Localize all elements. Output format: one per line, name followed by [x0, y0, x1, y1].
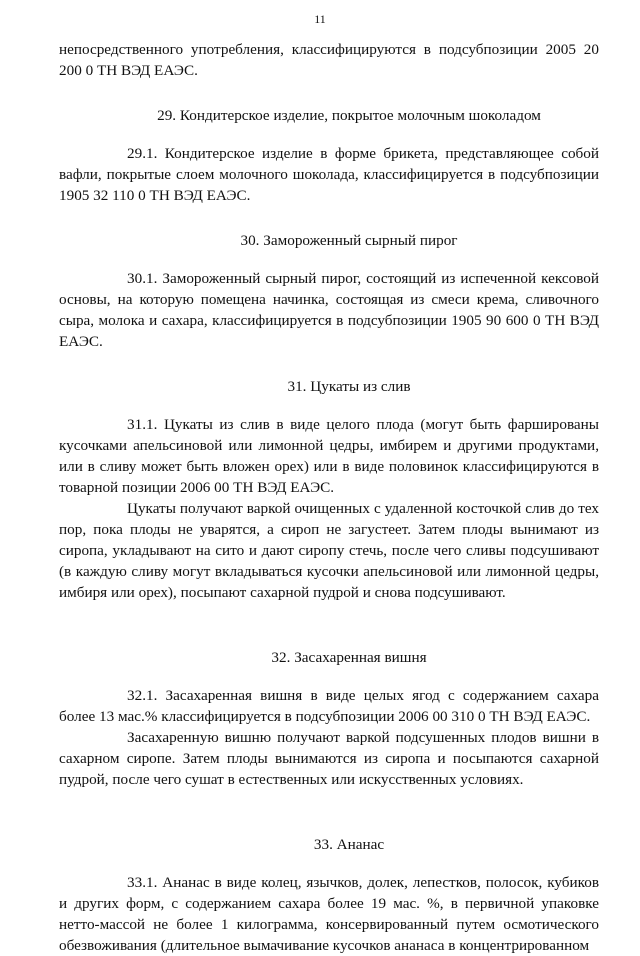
- section-heading-33: 33. Ананас: [313, 836, 385, 853]
- paragraph-29-1: 29.1. Кондитерское изделие в форме брикета, представляющее собой вафли, покрытые слоем молочного шоколада, классифицируется в подсубпозиции 1905 32 110 0 ТН ВЭД ЕАЭС.: [59, 145, 599, 204]
- paragraph-33-1: 33.1. Ананас в виде колец, язычков, долек, лепестков, полосок, кубиков и других форм, с содержанием сахара более 19 мас. %, в первичной упаковке нетто-массой не более 1 килограмма, консервированный путем осмотического обезвоживания (длительное вымачивание кусочков ананаса в концентрированном: [59, 874, 599, 954]
- page-number: 11: [314, 12, 326, 26]
- paragraph-32-1: 32.1. Засахаренная вишня в виде целых ягод с содержанием сахара более 13 мас.% классифицируется в подсубпозиции 2006 00 310 0 ТН ВЭД ЕАЭС.: [59, 687, 599, 725]
- document-body: [59, 39, 599, 956]
- paragraph-30-1: 30.1. Замороженный сырный пирог, состоящий из испеченной кексовой основы, на которую помещена начинка, состоящая из смеси крема, сливочного сыра, молока и сахара, классифицируется в подсубпозиции 1905 90 600 0 ТН ВЭД ЕАЭС.: [59, 270, 599, 350]
- intro-paragraph: непосредственного употребления, классифицируются в подсубпозиции 2005 20 200 0 ТН ВЭД ЕАЭС.: [59, 41, 599, 79]
- section-heading-32: 32. Засахаренная вишня: [271, 649, 427, 666]
- paragraph-31-2: Цукаты получают варкой очищенных с удаленной косточкой слив до тех пор, пока плоды не уварятся, а сироп не загустеет. Затем плоды вынимают из сиропа, укладывают на сито и дают сиропу стечь, после чего сливы подсушивают (в каждую сливу могут вкладываться кусочки апельсиновой или лимонной цедры, имбиря или орех), посыпают сахарной пудрой и снова подсушивают.: [59, 500, 599, 601]
- paragraph-32-2: Засахаренную вишню получают варкой подсушенных плодов вишни в сахарном сиропе. Затем плоды вынимаются из сиропа и посыпаются сахарной пудрой, после чего сушат в естественных или искусственных условиях.: [59, 729, 599, 788]
- section-heading-31: 31. Цукаты из слив: [287, 378, 411, 395]
- section-heading-30: 30. Замороженный сырный пирог: [240, 232, 458, 249]
- paragraph-31-1: 31.1. Цукаты из слив в виде целого плода (могут быть фаршированы кусочками апельсиновой или лимонной цедры, имбирем и другими продуктами, или в сливу может быть вложен орех) или в виде половинок классифицируются в товарной позиции 2006 00 ТН ВЭД ЕАЭС.: [59, 416, 599, 496]
- section-heading-29: 29. Кондитерское изделие, покрытое молочным шоколадом: [157, 107, 541, 124]
